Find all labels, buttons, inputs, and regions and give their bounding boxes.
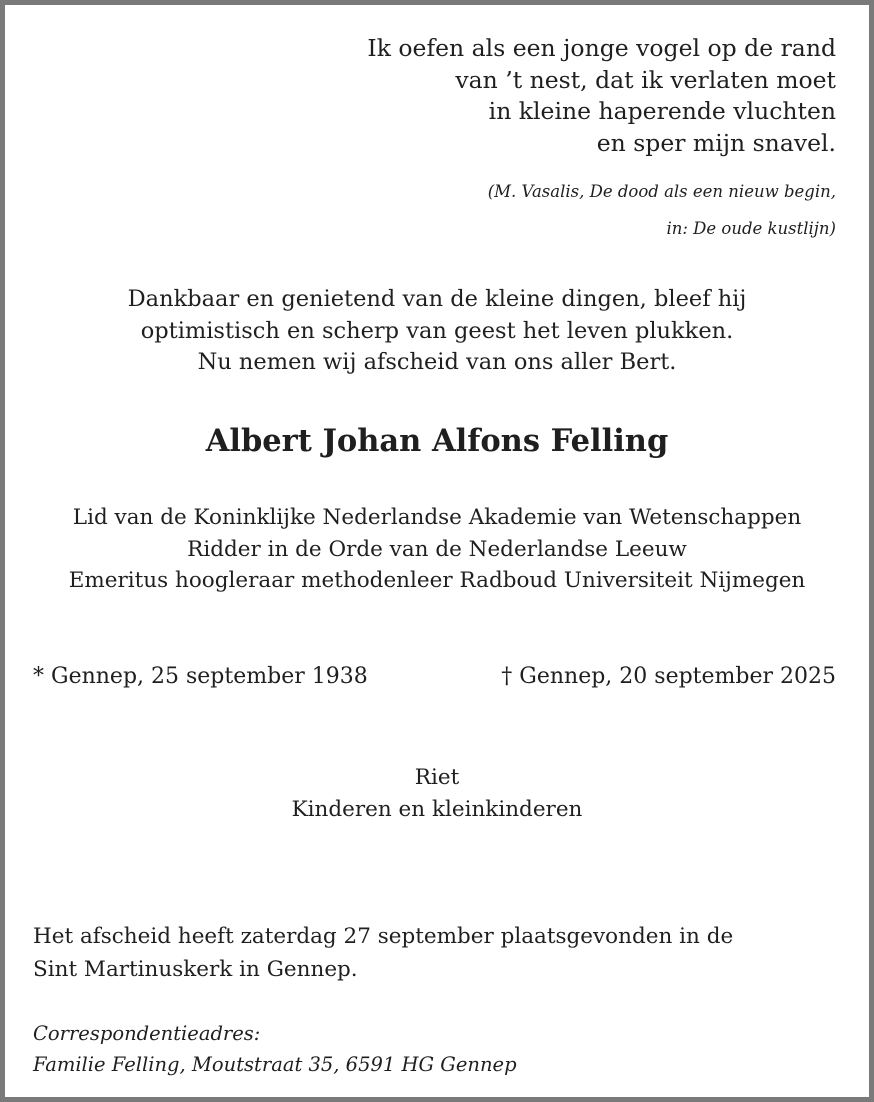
family-line: Kinderen en kleinkinderen — [291, 796, 583, 822]
family-signatories — [5, 762, 869, 825]
death-date: † Gennep, 20 september 2025 — [501, 664, 836, 689]
correspondence-line: Familie Felling, Moutstraat 35, 6591 HG Gennep — [33, 1053, 517, 1076]
tribute-line: Dankbaar en genietend van de kleine dingen, bleef hij — [127, 286, 747, 312]
deceased-name: Albert Johan Alfons Felling — [205, 423, 669, 459]
farewell-line: Sint Martinuskerk in Gennep. — [33, 956, 358, 982]
title-line: Emeritus hoogleraar methodenleer Radboud Universiteit Nijmegen — [68, 568, 806, 593]
poem-quote — [367, 33, 836, 159]
tribute-text — [5, 284, 869, 379]
correspondence-address — [33, 1018, 517, 1080]
tribute-line: Nu nemen wij afscheid van ons aller Bert. — [197, 349, 677, 375]
tribute-line: optimistisch en scherp van geest het leven plukken. — [140, 317, 734, 344]
citation-line: in: De oude kustlijn) — [666, 219, 836, 238]
family-line: Riet — [414, 765, 460, 790]
poem-line: van ’t nest, dat ik verlaten moet — [455, 65, 836, 94]
poem-citation — [488, 173, 836, 247]
title-line: Lid van de Koninklijke Nederlandse Akademie van Wetenschappen — [72, 505, 802, 530]
citation-line: (M. Vasalis, De dood als een nieuw begin, — [487, 182, 836, 201]
farewell-notice — [33, 921, 733, 986]
poem-line: en sper mijn snavel. — [596, 128, 836, 157]
correspondence-label: Correspondentieadres: — [33, 1022, 261, 1045]
farewell-line: Het afscheid heeft zaterdag 27 september plaatsgevonden in de — [33, 924, 734, 949]
honorary-titles — [5, 502, 869, 597]
title-line: Ridder in de Orde van de Nederlandse Leeuw — [187, 536, 687, 562]
birth-date: * Gennep, 25 september 1938 — [33, 664, 368, 689]
poem-line: in kleine haperende vluchten — [488, 97, 836, 125]
poem-line: Ik oefen als een jonge vogel op de rand — [367, 34, 836, 62]
